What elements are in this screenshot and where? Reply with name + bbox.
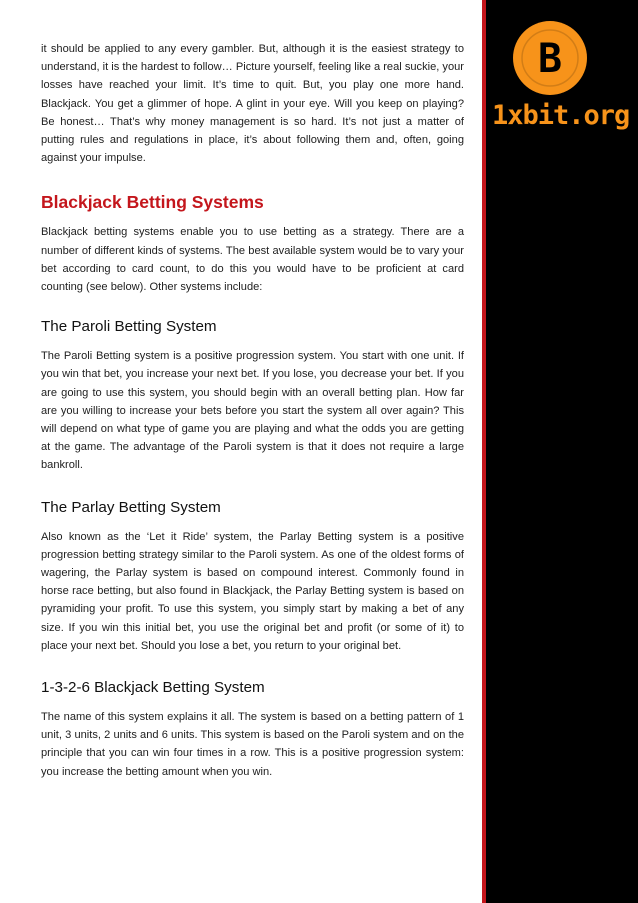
- site-logo-text[interactable]: 1xbit.org: [492, 100, 630, 131]
- coin-symbol: B: [537, 36, 563, 82]
- article-content: [41, 40, 464, 781]
- brand-sidebar: [486, 0, 638, 903]
- bitcoin-coin-icon: [512, 20, 588, 96]
- section-heading: Blackjack Betting Systems: [41, 192, 264, 213]
- section-paragraph: Blackjack betting systems enable you to use betting as a strategy. There are a number of different kinds of systems. The best available system would be to vary your bet according to card count, to do this you would have to be proficient at card counting (see below). Other systems include:: [41, 226, 464, 294]
- parlay-paragraph: Also known as the ‘Let it Ride’ system, the Parlay Betting system is a positive progression betting strategy similar to the Paroli system. As one of the oldest forms of wagering, the Parlay system is based on compound interest. Commonly found in horse race betting, but also found in Blackjack, the Parlay Betting system is based on pyramiding your profit. To use this system, you simply start by making a bet of any size. If you win this initial bet, you use the original bet and profit (or some of it) to place your next bet. Should you lose a bet, you return to your original bet.: [41, 530, 464, 652]
- paroli-heading: The Paroli Betting System: [41, 318, 217, 336]
- parlay-heading: The Parlay Betting System: [41, 498, 221, 516]
- intro-paragraph: it should be applied to any every gambler. But, although it is the easiest strategy to understand, it is the hardest to follow… Picture yourself, feeling like a real suckie, your losses have reached your limit. It’s time to quit. But, you play one more hand. Blackjack. You get a glimmer of hope. A glint in your eye. Will you keep on playing? Be honest… That’s why money management is so hard. It’s not just a matter of putting rules and regulations in place, it’s about following them and, often, going against your impulse.: [41, 43, 465, 165]
- 1326-paragraph: The name of this system explains it all. The system is based on a betting pattern of 1 unit, 3 units, 2 units and 6 units. This system is based on the Paroli system and on the principle that you can win four times in a row. This is a positive progression system: you increase the betting amount when you win.: [41, 711, 464, 778]
- paroli-paragraph: The Paroli Betting system is a positive progression system. You start with one unit. If you win that bet, you increase your next bet. If you lose, you decrease your bet. If you are going to use this system, you should begin with an overall betting plan. How far are you willing to increase your bets before you start the system all over again? This will depend on what type of game you are playing and what the odds you are getting at the game. The advantage of the Paroli system is that it does not require a large bankroll.: [41, 350, 464, 472]
- 1326-heading: 1-3-2-6 Blackjack Betting System: [41, 679, 265, 697]
